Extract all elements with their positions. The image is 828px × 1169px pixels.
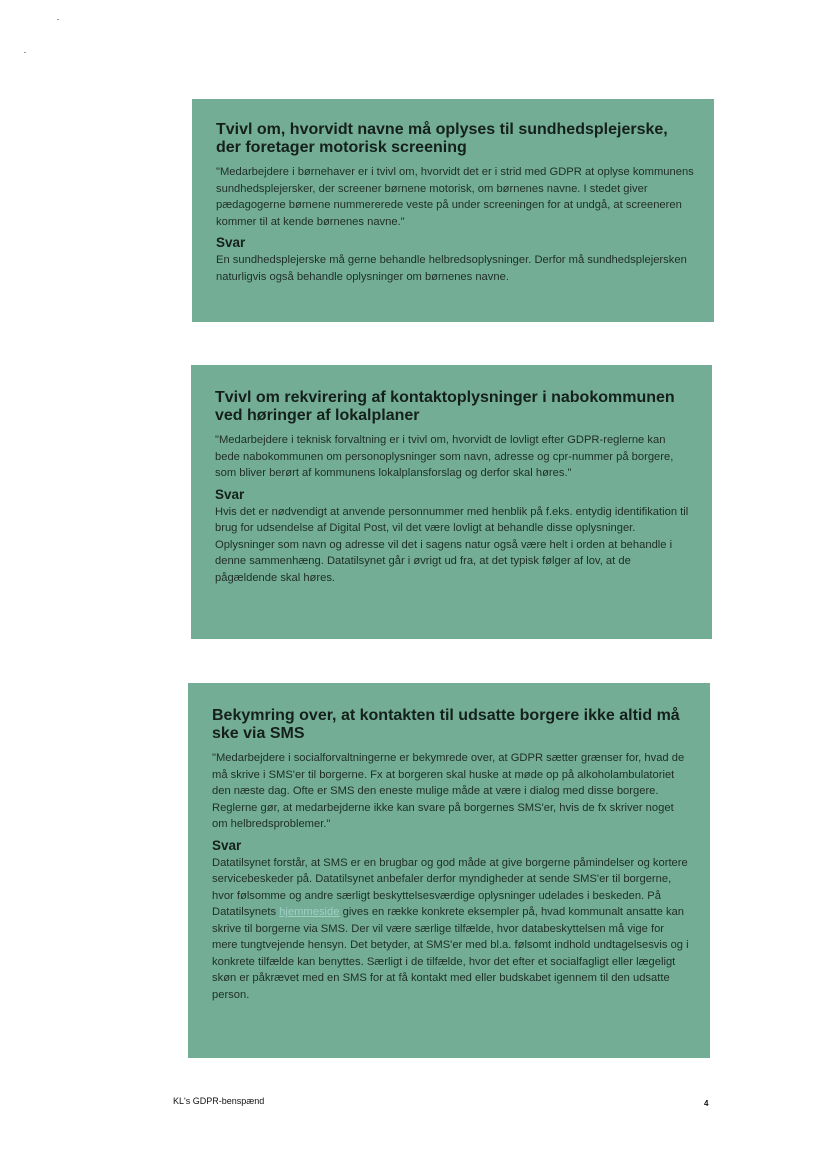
page-number: 4 [704,1099,709,1108]
faq-box-2 [191,365,712,639]
faq-answer [212,855,690,1004]
faq-title: Tvivl om, hvorvidt navne må oplyses til sundhedsplejerske, der foretager motorisk screening [216,121,668,156]
faq-title: Tvivl om rekvirering af kontaktoplysninger i nabokommunen ved høringer af lokalplaner [215,389,675,424]
footer-document-title: KL's GDPR-benspænd [173,1096,265,1106]
faq-answer: En sundhedsplejerske må gerne behandle helbredsoplysninger. Derfor må sundhedsplejersken naturligvis også behandle oplysninger om børnenes navne. [216,254,687,283]
scan-speck [57,19,59,20]
faq-quote: "Medarbejdere i teknisk forvaltning er i tvivl om, hvorvidt de lovligt efter GDPR-reglerne kan bede nabokommunen om personoplysninger som navn, adresse og cpr-nummer på borgere, som bliver berørt af kommunens lokalplansforslag og derfor skal høres." [215,434,674,479]
scan-speck [24,52,26,53]
faq-title: Bekymring over, at kontakten til udsatte borgere ikke altid må ske via SMS [212,707,680,742]
faq-quote: "Medarbejdere i børnehaver er i tvivl om, hvorvidt det er i strid med GDPR at oplyse kommunens sundhedsplejersker, der screener børnene motorisk, om børnenes navne. I stedet giver pædagogerne børnene nummererede veste på under screeningen for at undgå, at screeneren kommer til at kende børnenes navne." [216,166,694,228]
faq-box-3 [188,683,710,1058]
faq-box-1 [192,99,714,322]
homepage-link[interactable]: hjemmeside [279,906,340,918]
answer-heading: Svar [215,486,245,502]
answer-heading: Svar [216,235,246,250]
faq-quote: "Medarbejdere i socialforvaltningerne er bekymrede over, at GDPR sætter grænser for, hvad de må skrive i SMS'er til borgerne. Fx at borgeren skal huske at møde op på alkoholambulatoriet den næste dag. Ofte er SMS den eneste mulige måde at være i dialog med disse borgere. Reglerne gør, at medarbejderne ikke kan svare på borgernes SMS'er, hvis de fx skriver noget om helbredsproblemer." [212,752,685,830]
answer-text-start: Datatilsynet forstår, at SMS er en brugbar og god måde at give borgerne påmindelser og kortere servicebeskeder på. Datatilsynet anbefaler derfor myndigheder at sende SMS'er til borgerne, hvor følsomme og andre særligt beskyttelsesværdige oplysninger udelades i beskeden. På Datatilsynets [212,856,688,918]
faq-answer: Hvis det er nødvendigt at anvende personnummer med henblik på f.eks. entydig identifikation til brug for udsendelse af Digital Post, vil det være lovligt at behandle disse oplysninger. Oplysninger som navn og adresse vil det i sagens natur også være helt i orden at behandle i denne sammenhæng. Datatilsynet går i øvrigt ud fra, at det typisk følger af lov, at de pågældende skal høres. [215,505,689,584]
answer-heading: Svar [212,837,242,853]
answer-text-end: gives en række konkrete eksempler på, hvad kommunalt ansatte kan skrive til borgerne via SMS. Der vil være særlige tilfælde, hvor databeskyttelsen må vige for mere tungtvejende hensyn. Det betyder, at SMS'er med bl.a. følsomt indhold undtagelsesvis og i konkrete tilfælde kan benyttes. Særligt i de tilfælde, hvor det efter et socialfagligt eller lægeligt skøn er påkrævet med en SMS for at få kontakt med eller budskabet igennem til den udsatte person. [212,906,689,1001]
